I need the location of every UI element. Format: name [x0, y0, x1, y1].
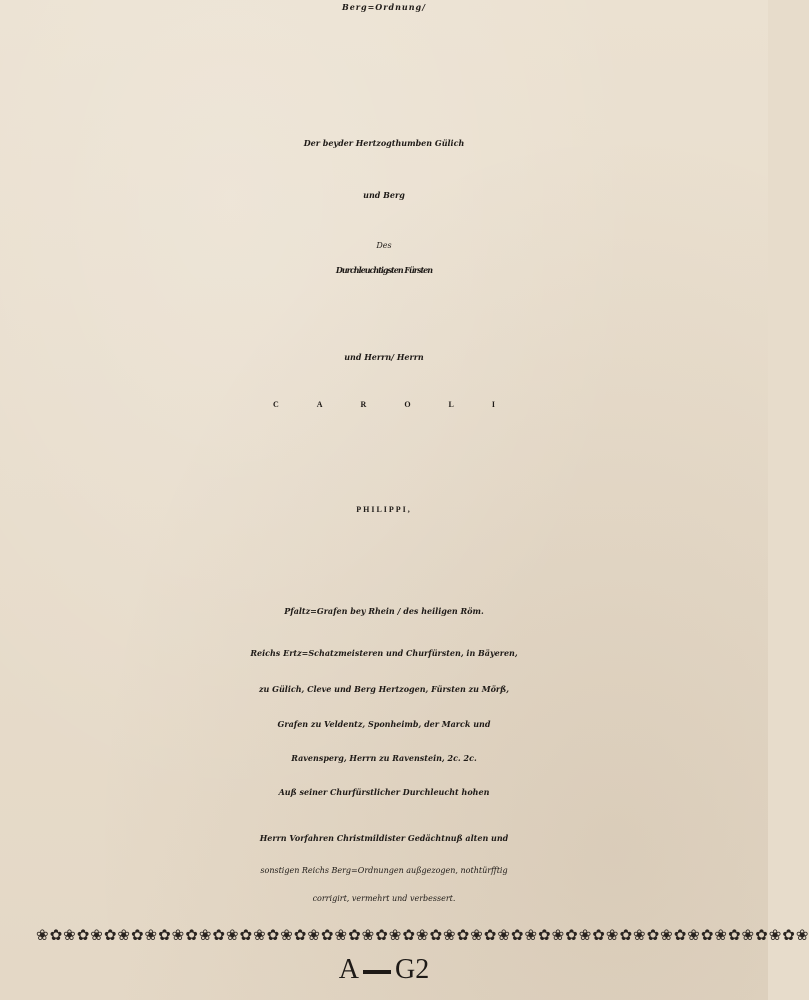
subtitle-line-und-berg: und Berg [363, 190, 405, 200]
subtitle-line-herrn: und Herrn/ Herrn [344, 352, 424, 362]
ruler-name-philippi: PHILIPPI, [356, 505, 412, 514]
subtitle-line-des: Des [376, 241, 392, 250]
signature-right: G2 [395, 954, 430, 985]
subtitle-line-duchies: Der beyder Hertzogthumben Gülich [303, 138, 465, 148]
main-title: Berg=Ordnung/ [341, 2, 427, 12]
titles-line-1: Pfaltz=Grafen bey Rhein / des heiligen Röm. [284, 606, 484, 616]
subtitle-line-fuersten: Durchleuchtigsten Fürsten [335, 265, 433, 275]
signature-dash [363, 970, 391, 974]
signature-left: A [338, 954, 359, 985]
description-line-3: sonstigen Reichs Berg=Ordnungen außgezogen, nothtürfftig [260, 866, 508, 875]
signature-mark [0, 954, 768, 986]
ornamental-border-rule: ❀✿❀✿❀✿❀✿❀✿❀✿❀✿❀✿❀✿❀✿❀✿❀✿❀✿❀✿❀✿❀✿❀✿❀✿❀✿❀✿❀✿❀✿❀✿❀✿❀✿❀✿❀✿❀✿❀ [36, 926, 809, 944]
description-line-2: Herrn Vorfahren Christmildister Gedächtnuß alten und [259, 833, 509, 843]
description-line-4: corrigirt, vermehrt und verbessert. [312, 894, 456, 903]
description-line-1: Auß seiner Churfürstlicher Durchleucht hohen [278, 787, 490, 797]
titles-line-4: Grafen zu Veldentz, Sponheimb, der Marck und [277, 719, 491, 729]
titles-line-3: zu Gülich, Cleve und Berg Hertzogen, Fürsten zu Mörß, [259, 684, 509, 694]
titles-line-5: Ravensperg, Herrn zu Ravenstein, 2c. 2c. [291, 753, 477, 763]
ruler-name-caroli: CAROLI [272, 400, 533, 409]
titles-line-2: Reichs Ertz=Schatzmeisteren und Churfürsten, in Bäyeren, [250, 648, 518, 658]
